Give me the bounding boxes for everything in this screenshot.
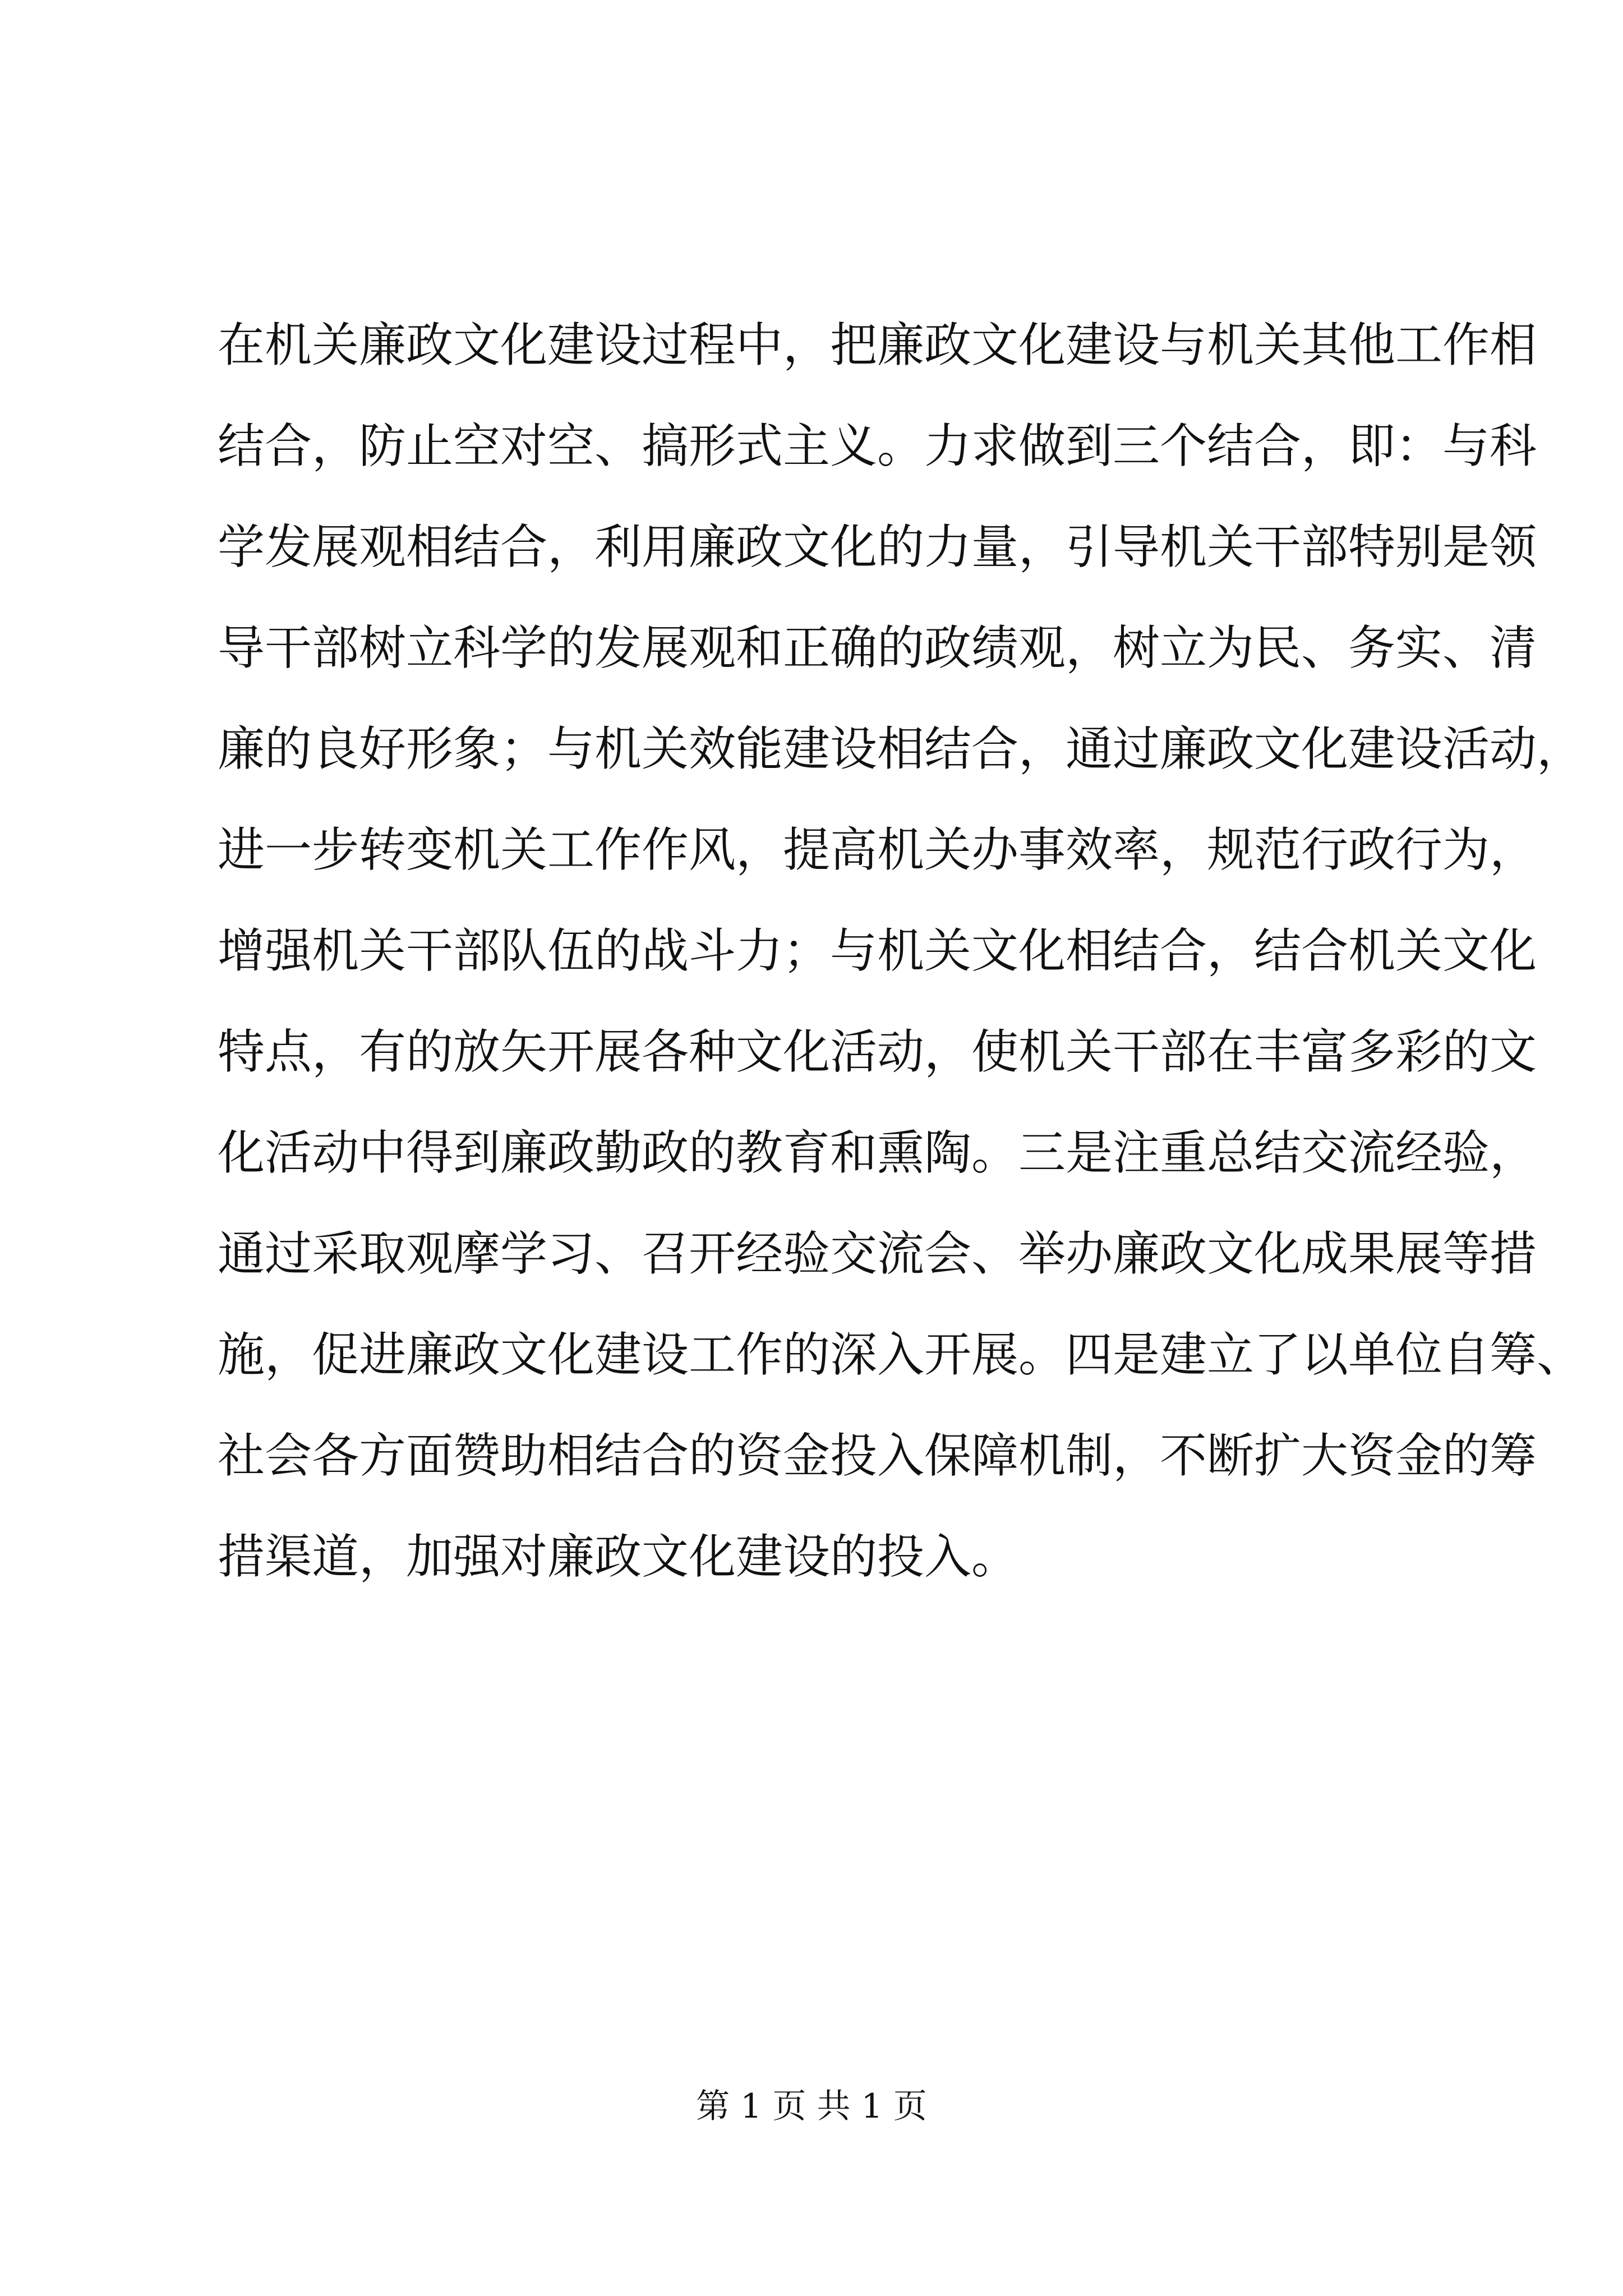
paragraph-line-6: 进一步转变机关工作作风，提高机关办事效率，规范行政行为，	[218, 822, 1537, 877]
paragraph-line-13: 措渠道，加强对廉政文化建设的投入。	[218, 1529, 1019, 1584]
body-paragraph	[218, 295, 1584, 1607]
page-footer	[0, 2084, 1623, 2129]
paragraph-line-10: 通过采取观摩学习、召开经验交流会、举办廉政文化成果展等措	[218, 1226, 1537, 1281]
paragraph-line-1: 在机关廉政文化建设过程中，把廉政文化建设与机关其他工作相	[218, 318, 1537, 372]
paragraph-line-2: 结合，防止空对空、搞形式主义。力求做到三个结合，即：与科	[218, 418, 1537, 473]
paragraph-line-3: 学发展观相结合，利用廉政文化的力量，引导机关干部特别是领	[218, 519, 1537, 574]
paragraph-line-8: 特点，有的放矢开展各种文化活动，使机关干部在丰富多彩的文	[218, 1024, 1537, 1079]
paragraph-line-4: 导干部树立科学的发展观和正确的政绩观，树立为民、务实、清	[218, 620, 1537, 675]
paragraph-line-7: 增强机关干部队伍的战斗力；与机关文化相结合，结合机关文化	[218, 923, 1537, 978]
paragraph-line-11: 施，促进廉政文化建设工作的深入开展。四是建立了以单位自筹、	[218, 1327, 1584, 1382]
page-number-label: 第 1 页 共 1 页	[696, 2087, 927, 2126]
paragraph-line-9: 化活动中得到廉政勤政的教育和熏陶。三是注重总结交流经验，	[218, 1125, 1537, 1180]
paragraph-line-12: 社会各方面赞助相结合的资金投入保障机制，不断扩大资金的筹	[218, 1428, 1537, 1483]
paragraph-line-5: 廉的良好形象；与机关效能建设相结合，通过廉政文化建设活动，	[218, 721, 1584, 776]
